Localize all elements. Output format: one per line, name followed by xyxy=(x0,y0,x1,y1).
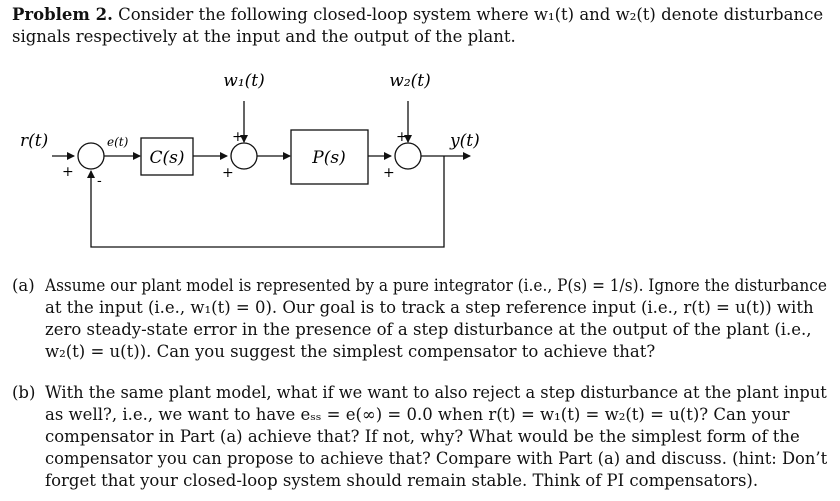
part-b-line-2: as well?, i.e., we want to have eₛₛ = e(∞) = 0.0 when r(t) = w₁(t) = w₂(t) = u(t)? Can your xyxy=(45,405,790,424)
part-a-body xyxy=(45,275,827,363)
r-label: r(t) xyxy=(20,131,49,151)
part-a-tag: (a) xyxy=(12,276,35,295)
summing-junction-3 xyxy=(395,143,421,169)
part-b-line-3: compensator in Part (a) achieve that? If not, why? What would be the simplest form of the xyxy=(45,427,800,446)
e-label: e(t) xyxy=(107,135,129,149)
sum2-left-plus: + xyxy=(222,165,234,181)
w2-label: w₂(t) xyxy=(389,71,431,91)
part-b-body xyxy=(45,382,827,492)
sum3-top-plus: + xyxy=(396,129,408,145)
problem-intro-1: Consider the following closed-loop system where w₁(t) and w₂(t) denote disturbance xyxy=(112,5,824,24)
w1-label: w₁(t) xyxy=(223,71,265,91)
sum1-plus-sign: + xyxy=(62,164,74,180)
part-a-line-2: at the input (i.e., w₁(t) = 0). Our goal is to track a step reference input (i.e., r(t) = u(t)) with xyxy=(45,298,814,317)
part-b-line-4: compensator you can propose to achieve that? Compare with Part (a) and discuss. (hint: Don’t xyxy=(45,449,828,468)
part-b-line-1: With the same plant model, what if we want to also reject a step disturbance at the plant input xyxy=(45,383,827,402)
problem-intro-2: signals respectively at the input and the output of the plant. xyxy=(12,27,516,46)
y-label: y(t) xyxy=(450,131,480,151)
sum1-minus-sign: - xyxy=(97,173,102,189)
controller-label: C(s) xyxy=(149,148,185,168)
summing-junction-2 xyxy=(231,143,257,169)
plant-label: P(s) xyxy=(312,148,346,168)
part-a-line-3: zero steady-state error in the presence of a step disturbance at the output of the plant (i.e., xyxy=(45,320,812,339)
summing-junction-1 xyxy=(78,143,104,169)
part-a-line-4: w₂(t) = u(t)). Can you suggest the simplest compensator to achieve that? xyxy=(45,342,656,361)
part-a-line-1: Assume our plant model is represented by a pure integrator (i.e., P(s) = 1/s). Ignore the disturbance xyxy=(45,276,827,295)
problem-heading: Problem 2. xyxy=(12,5,113,24)
sum3-left-plus: + xyxy=(383,165,395,181)
sum2-top-plus: + xyxy=(232,129,244,145)
part-b-tag: (b) xyxy=(12,383,36,402)
part-b-line-5: forget that your closed-loop system should remain stable. Think of PI compensators). xyxy=(45,471,759,490)
